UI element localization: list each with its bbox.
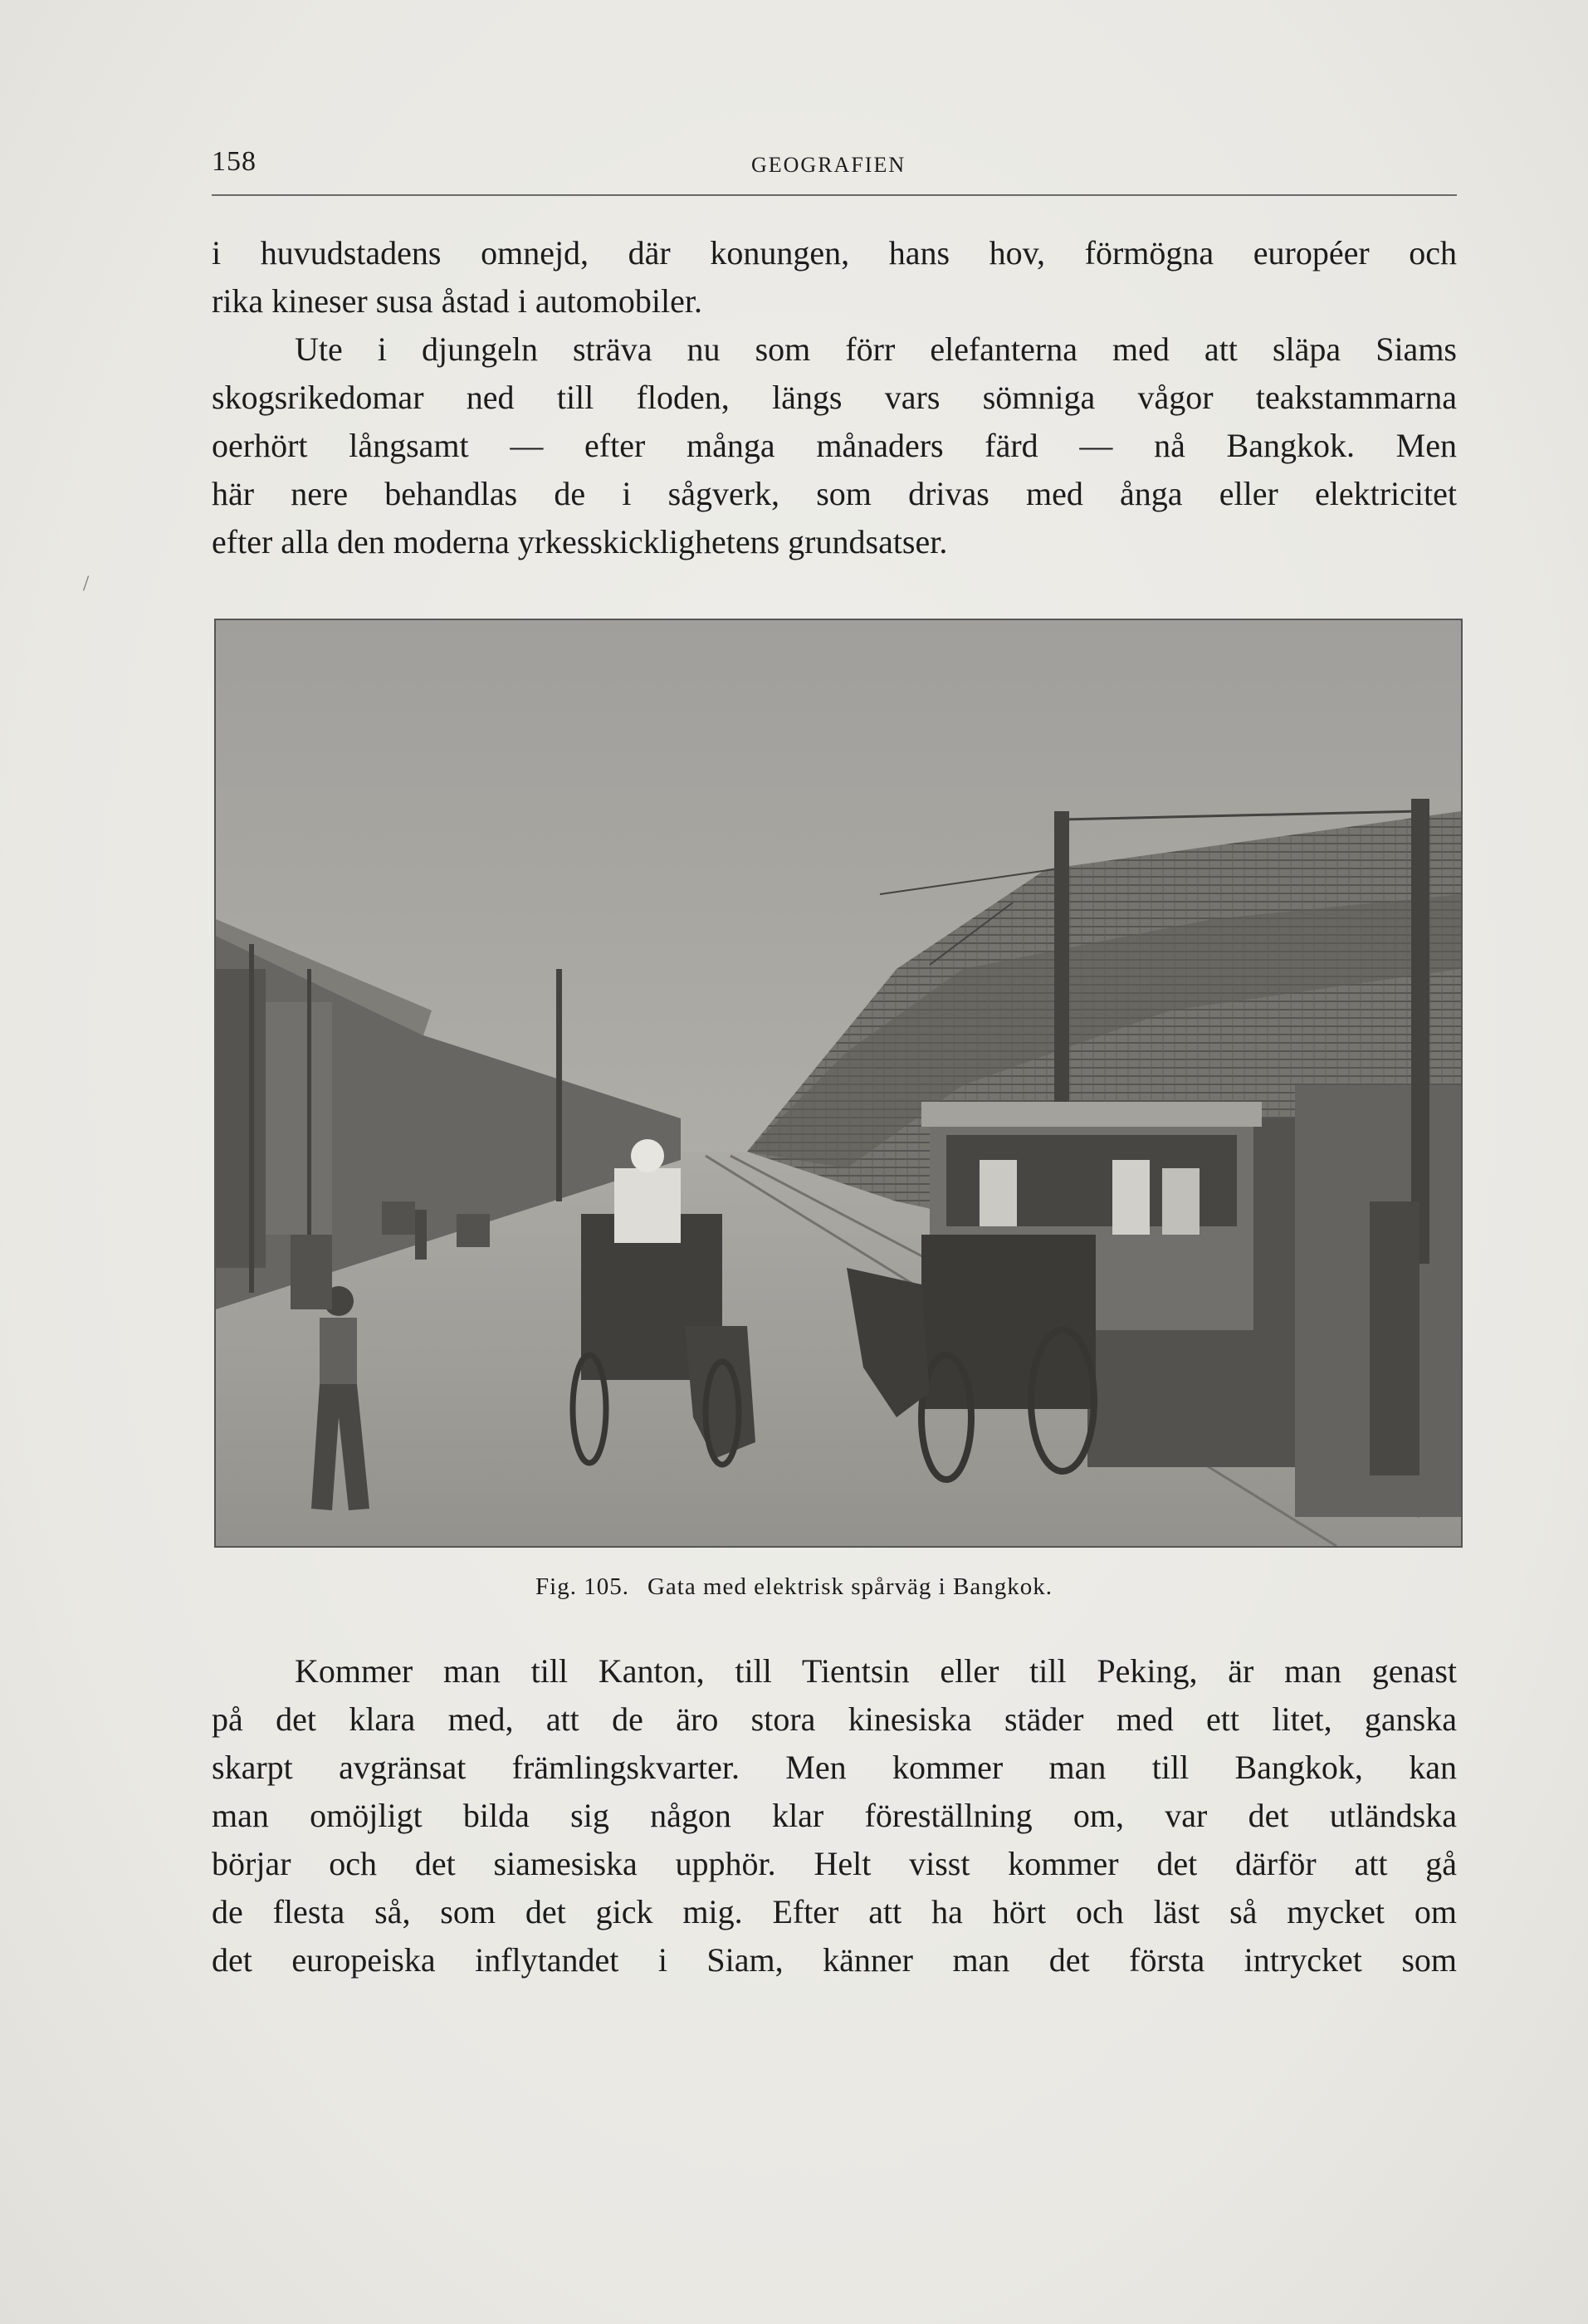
header-rule — [212, 194, 1457, 196]
page-number: 158 — [212, 146, 257, 177]
text-line: skogsrikedomar ned till floden, längs vars sömniga vågor teakstammarna — [212, 379, 1457, 416]
text-line: i huvudstadens omnejd, där konungen, hans hov, förmögna européer och — [212, 234, 1457, 272]
text-line: Ute i djungeln sträva nu som förr elefanterna med att släpa Siams — [295, 330, 1457, 368]
text-line: man omöjligt bilda sig någon klar föreställning om, var det utländska — [212, 1797, 1457, 1834]
text-line: Kommer man till Kanton, till Tientsin eller till Peking, är man genast — [295, 1652, 1457, 1690]
text-line: på det klara med, att de äro stora kinesiska städer med ett litet, ganska — [212, 1700, 1457, 1738]
text-line: skarpt avgränsat främlingskvarter. Men kommer man till Bangkok, kan — [212, 1749, 1457, 1786]
figure-caption — [0, 1573, 1588, 1601]
body-text-bottom — [212, 1647, 1457, 1984]
text-line: efter alla den moderna yrkesskicklighetens grundsatser. — [212, 523, 948, 560]
text-line: det europeiska inflytandet i Siam, känner man det första intrycket som — [212, 1941, 1457, 1979]
text-line: de flesta så, som det gick mig. Efter att ha hört och läst så mycket om — [212, 1893, 1457, 1930]
photo-illustration — [216, 620, 1461, 1546]
text-line: rika kineser susa åstad i automobiler. — [212, 282, 702, 320]
text-line: här nere behandlas de i sågverk, som drivas med ånga eller elektricitet — [212, 475, 1457, 512]
running-header — [212, 146, 1457, 196]
street-photograph — [214, 619, 1463, 1548]
figure-caption-text: Gata med elektrisk spårväg i Bangkok. — [647, 1573, 1053, 1600]
text-line: börjar och det siamesiska upphör. Helt visst kommer det därför att gå — [212, 1845, 1457, 1882]
running-head-title: GEOGRAFIEN — [751, 153, 906, 177]
text-line: oerhört långsamt — efter många månaders färd — nå Bangkok. Men — [212, 427, 1457, 464]
body-text-top — [212, 229, 1457, 566]
figure-label: Fig. 105. — [535, 1573, 629, 1600]
margin-mark: / — [83, 571, 90, 595]
